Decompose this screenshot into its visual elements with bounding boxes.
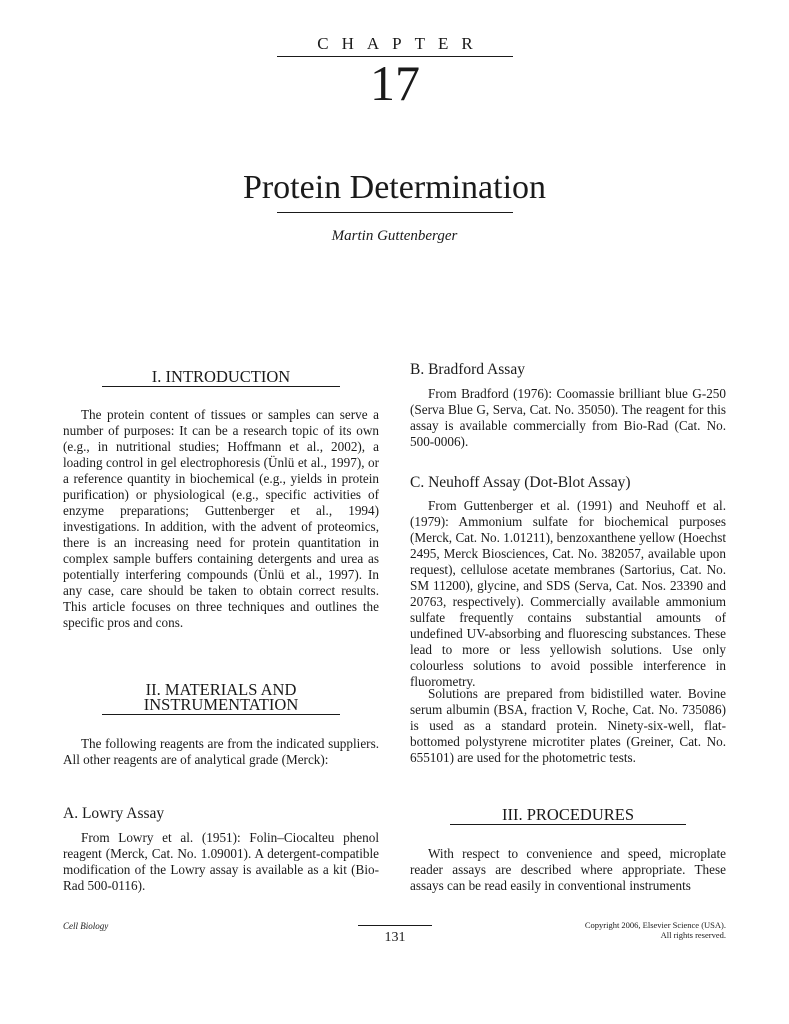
introduction-paragraph: The protein content of tissues or samples can serve a number of purposes: It can be a research topic of its own (e.g., in nutritional studies; Hoffmann et al., 2002), a loading control in gel electrophoresis (Ünlü et al., 1997), or a reference quantity in biochemical (e.g., yields in protein purification) or physiological (e.g., specific activities of enzyme preparations; Guttenberger et al., 1994) investigations. In addition, with the advent of proteomics, there is an increasing need for protein quantitation in complex sample buffers containing detergents and urea as potentially interfering compounds (Ünlü et al., 1997). In any case, care should be taken to obtain correct results. This article focuses on three techniques and outlines the specific pros and cons. [63, 407, 379, 630]
author-name: Martin Guttenberger [331, 228, 458, 244]
bradford-heading: B. Bradford Assay [410, 361, 525, 378]
title-rule [277, 212, 513, 213]
materials-paragraph: The following reagents are from the indicated suppliers. All other reagents are of analytical grade (Merck): [63, 736, 379, 767]
copyright-line-2: All rights reserved. [660, 930, 726, 940]
introduction-rule [102, 386, 340, 387]
page-title: Protein Determination [242, 169, 547, 206]
page-number: 131 [384, 930, 406, 945]
journal-name: Cell Biology [63, 921, 109, 931]
procedures-rule [450, 824, 686, 825]
lowry-paragraph: From Lowry et al. (1951): Folin–Ciocalteu phenol reagent (Merck, Cat. No. 1.09001). A detergent-compatible modification of the Lowry assay is available as a kit (Bio-Rad 500-0116). [63, 830, 379, 893]
lowry-heading: A. Lowry Assay [63, 805, 165, 822]
procedures-heading: III. PROCEDURES [501, 805, 634, 824]
chapter-label: CHAPTER [317, 34, 486, 53]
introduction-heading: I. INTRODUCTION [151, 367, 291, 386]
neuhoff-paragraph-1: From Guttenberger et al. (1991) and Neuhoff et al. (1979): Ammonium sulfate for biochemical purposes (Merck, Cat. No. 1.01211), benzoxanthene yellow (Hoechst 2495, Merck Biosciences, Cat. No. 382057, available upon request), cellulose acetate membranes (Sartorius, Cat. No. SM 11200), glycine, and SDS (Serva, Cat. Nos. 23390 and 20763, respectively). Commercially available ammonium sulfate frequently contains substantial amounts of undefined UV-absorbing and fluorescing substances. These lead to more or less yellowish solutions. Use only colourless solutions to avoid possible interference in fluorometry. [410, 498, 726, 689]
neuhoff-heading: C. Neuhoff Assay (Dot-Blot Assay) [410, 474, 631, 491]
bradford-paragraph: From Bradford (1976): Coomassie brilliant blue G-250 (Serva Blue G, Serva, Cat. No. 35050). The reagent for this assay is available commercially from Bio-Rad (Cat. No. 500-0006). [410, 386, 726, 449]
materials-heading-line-2: INSTRUMENTATION [143, 695, 299, 714]
chapter-number: 17 [370, 55, 420, 111]
copyright-notice [520, 920, 726, 940]
procedures-paragraph: With respect to convenience and speed, microplate reader assays are described where appropriate. These assays can be read easily in conventional instruments [410, 846, 726, 893]
materials-rule [102, 714, 340, 715]
copyright-line-1: Copyright 2006, Elsevier Science (USA). [584, 920, 726, 930]
footer-rule [358, 925, 432, 926]
neuhoff-paragraph-2: Solutions are prepared from bidistilled water. Bovine serum albumin (BSA, fraction V, Roche, Cat. No. 735086) is used as a standard protein. Ninety-six-well, flat-bottomed polystyrene microtiter plates (Greiner, Cat. No. 655101) are used for the photometric tests. [410, 686, 726, 765]
materials-heading-line-1: II. MATERIALS AND [145, 680, 297, 699]
